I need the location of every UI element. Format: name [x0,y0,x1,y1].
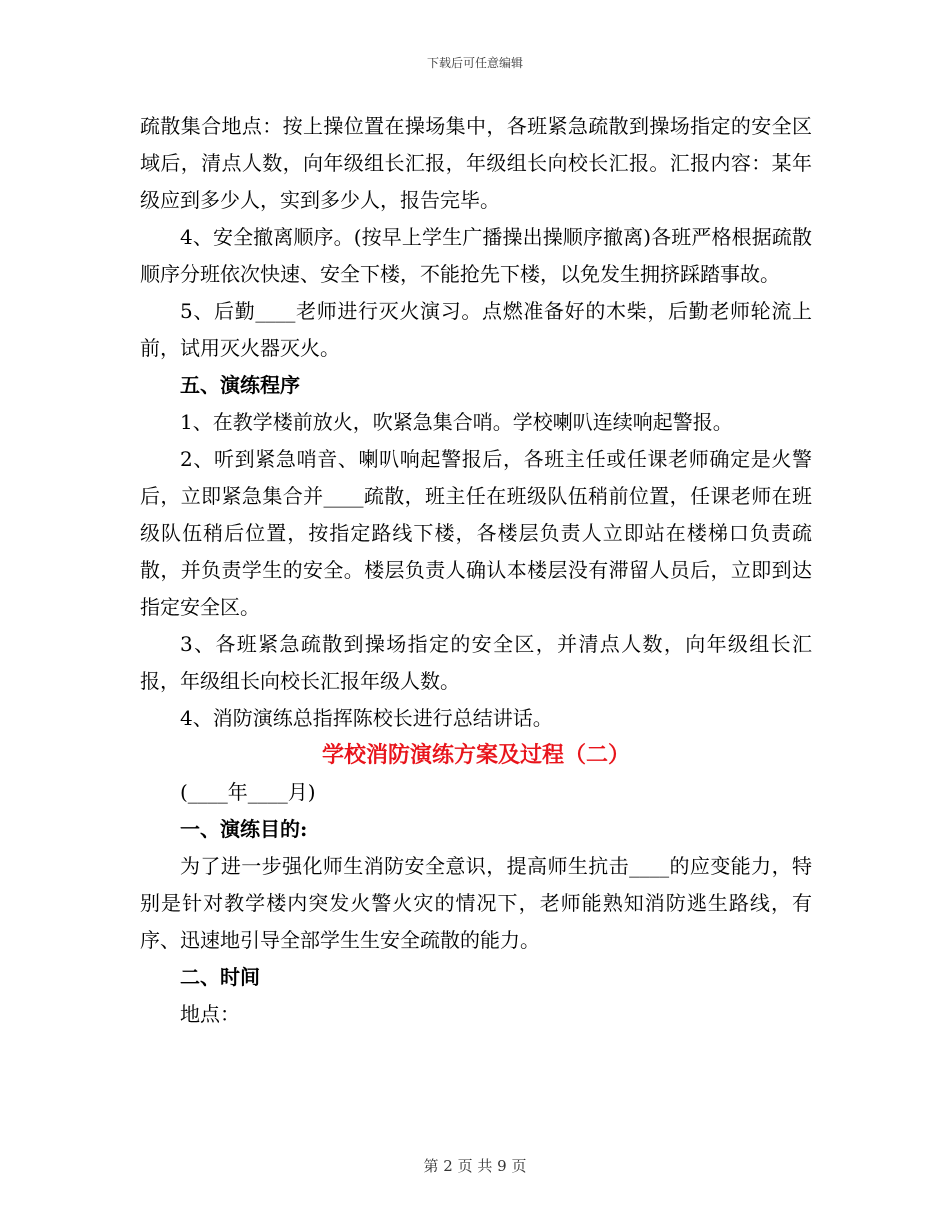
paragraph-fire-drill: 5、后勤____老师进行灭火演习。点燃准备好的木柴，后勤老师轮流上前，试用灭火器灭火。 [140,299,812,360]
paragraph-step-1: 1、在教学楼前放火，吹紧急集合哨。学校喇叭连续响起警报。 [180,410,733,434]
paragraph-assembly-point: 疏散集合地点：按上操位置在操场集中，各班紧急疏散到操场指定的安全区域后，清点人数，向年级组长汇报，年级组长向校长汇报。汇报内容：某年级应到多少人，实到多少人，报告完毕。 [140,114,812,212]
section-heading-purpose: 一、演练目的: [180,817,308,841]
paragraph-step-4: 4、消防演练总指挥陈校长进行总结讲话。 [180,706,553,730]
page-footer: 第 2 页 共 9 页 [423,1157,527,1175]
document-body [140,108,812,1033]
page-header: 下载后可任意编辑 [426,56,523,70]
paragraph-step-3: 3、各班紧急疏散到操场指定的安全区，并清点人数，向年级组长汇报，年级组长向校长汇报年级人数。 [140,632,812,693]
document-title: 学校消防演练方案及过程（二） [321,742,630,768]
date-line: (____年____月) [180,780,316,804]
paragraph-step-2: 2、听到紧急哨音、喇叭响起警报后，各班主任或任课老师确定是火警后，立即紧急集合并____疏散，班主任在班级队伍稍前位置，任课老师在班级队伍稍后位置，按指定路线下楼，各楼层负责人立即站在楼梯口负责疏散，并负责学生的安全。楼层负责人确认本楼层没有滞留人员后，立即到达指定安全区。 [140,447,812,619]
paragraph-location: 地点： [180,1002,240,1026]
section-heading-time: 二、时间 [180,965,260,989]
paragraph-evacuation-order: 4、安全撤离顺序。(按早上学生广播操出操顺序撤离)各班严格根据疏散顺序分班依次快速、安全下楼，不能抢先下楼，以免发生拥挤踩踏事故。 [140,225,812,286]
paragraph-purpose: 为了进一步强化师生消防安全意识，提高师生抗击____的应变能力，特别是针对教学楼内突发火警火灾的情况下，老师能熟知消防逃生路线，有序、迅速地引导全部学生生安全疏散的能力。 [140,854,812,952]
section-heading-procedure: 五、演练程序 [180,373,300,397]
